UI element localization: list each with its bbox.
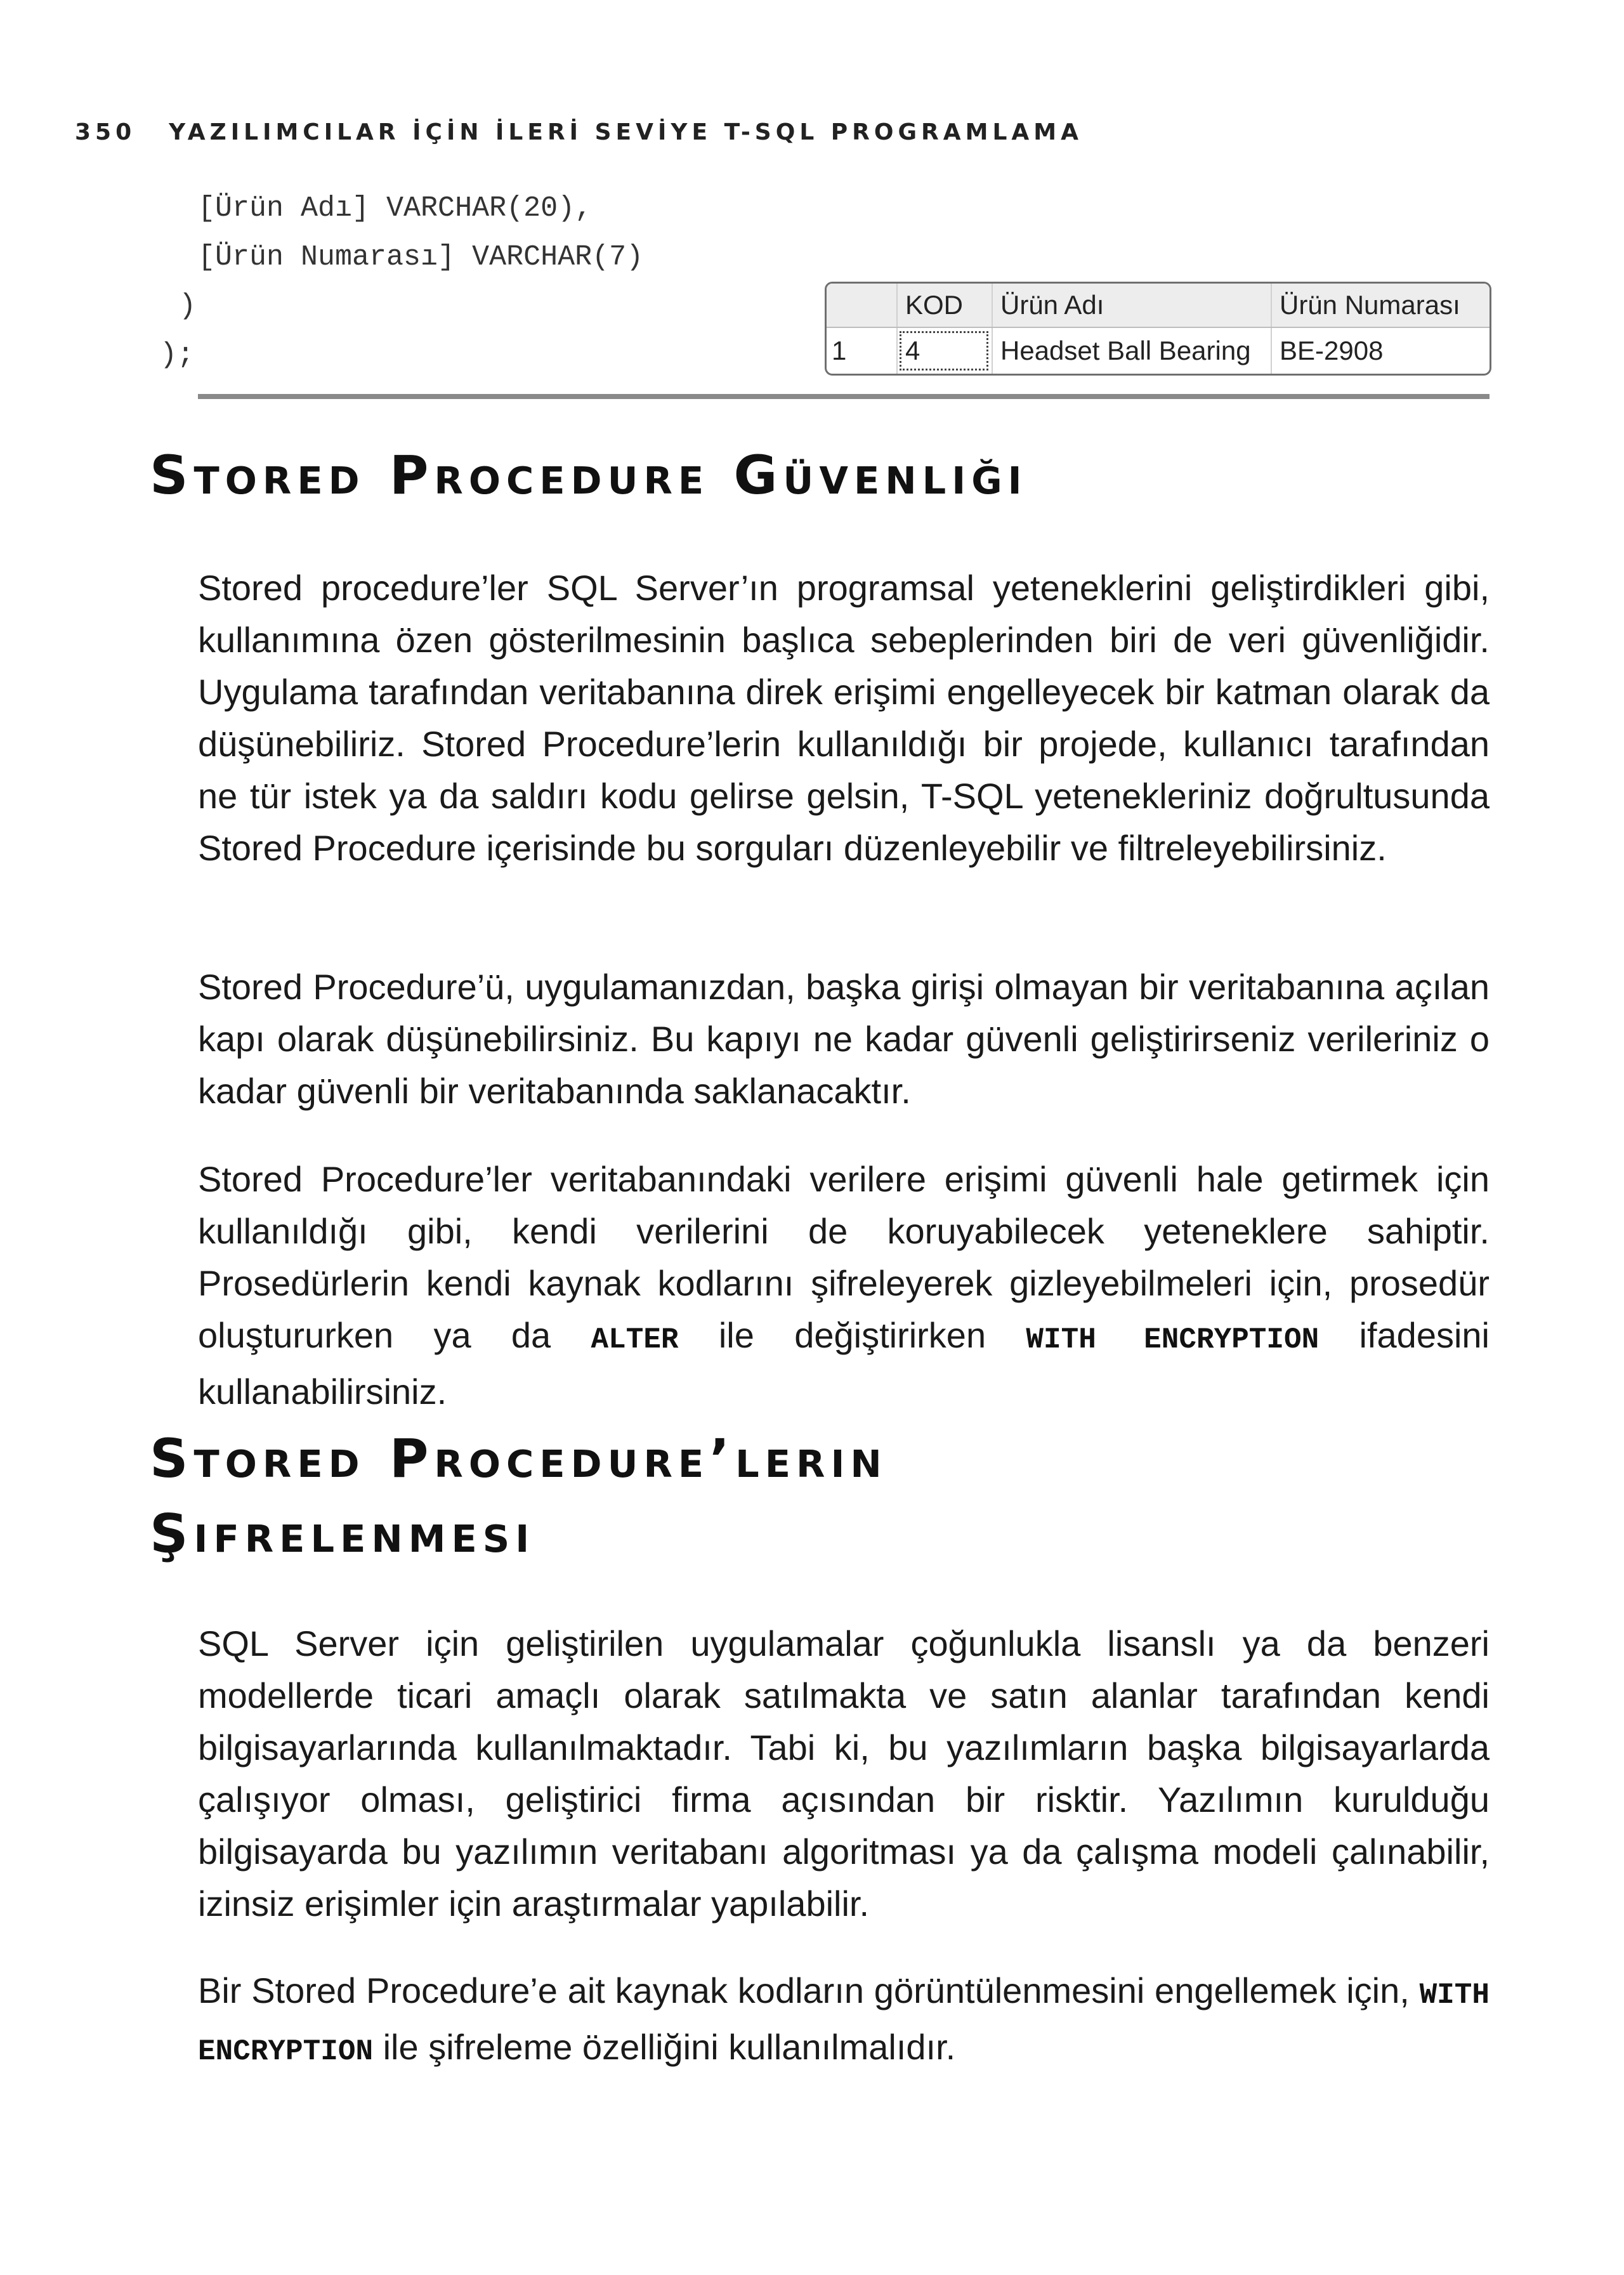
keyword-alter: ALTER bbox=[591, 1323, 679, 1356]
grid-header-urun-numarasi: Ürün Numarası bbox=[1271, 284, 1490, 327]
grid-cell-urun-numarasi: BE-2908 bbox=[1271, 328, 1490, 374]
grid-cell-rownum: 1 bbox=[832, 336, 847, 365]
grid-header-rownum bbox=[827, 284, 896, 327]
paragraph bbox=[198, 1965, 1490, 2078]
code-line: [Ürün Adı] VARCHAR(20), bbox=[198, 192, 593, 225]
grid-cell-kod: 4 bbox=[896, 328, 992, 374]
keyword-with-encryption: WITH ENCRYPTION bbox=[198, 1979, 1490, 2068]
code-line: ) bbox=[179, 290, 197, 322]
paragraph-text: ile şifreleme özelliğini kullanılmalıdır. bbox=[383, 2027, 956, 2067]
paragraph-text: ifadesini kullanabilirsiniz. bbox=[198, 1315, 1490, 1412]
page-number: 350 bbox=[75, 119, 136, 145]
running-head bbox=[75, 119, 1083, 145]
grid-header-urun-adi: Ürün Adı bbox=[992, 284, 1271, 327]
grid-data-row bbox=[827, 328, 1490, 374]
section-heading-sifreleme-line2: Şifrelenmesi bbox=[150, 1502, 535, 1564]
grid-header-kod: KOD bbox=[896, 284, 992, 327]
keyword-with-encryption: WITH ENCRYPTION bbox=[1026, 1323, 1320, 1356]
section-heading-sifreleme-line1: Stored Procedure’lerin bbox=[150, 1427, 887, 1490]
paragraph bbox=[198, 1153, 1490, 1418]
grid-header-row bbox=[827, 284, 1490, 328]
running-head-title: YAZILIMCILAR İÇİN İLERİ SEVİYE T-SQL PROGRAMLAMA bbox=[169, 119, 1083, 145]
code-line: [Ürün Numarası] VARCHAR(7) bbox=[198, 241, 644, 273]
code-line: ); bbox=[160, 339, 195, 371]
section-heading-guvenlik: Stored Procedure Güvenliği bbox=[150, 444, 1028, 506]
paragraph-text: Bir Stored Procedure’e ait kaynak kodların görüntülenmesini engellemek için, bbox=[198, 1970, 1410, 2010]
paragraph-text: ile değiştirirken bbox=[718, 1315, 986, 1355]
paragraph: Stored procedure’ler SQL Server’ın programsal yeteneklerini geliştirdikleri gibi, kullanımına özen gösterilmesinin başlıca sebeplerinden biri de veri güvenliğidir. Uygulama tarafından veritabanına direk erişimi engelleyecek bir katman olarak da düşünebiliriz. Stored Procedure’lerin kullanıldığı bir projede, kullanıcı tarafından ne tür istek ya da saldırı kodu gelirse gelsin, T-SQL yetenekleriniz doğrultusunda Stored Procedure içerisinde bu sorguları düzenleyebilir ve filtreleyebilirsiniz. bbox=[198, 568, 1490, 868]
code-block bbox=[160, 184, 644, 379]
paragraph-text: Stored Procedure’ler veritabanındaki verilere erişimi güvenli hale getirmek için kullanıldığı gibi, kendi verilerini de koruyabilecek yeteneklere sahiptir. Prosedürlerin kendi kaynak kodlarını şifreleyerek gizleyebilmeleri için, prosedür oluştururken ya da bbox=[198, 1159, 1490, 1355]
paragraph: Stored Procedure’ü, uygulamanızdan, başka girişi olmayan bir veritabanına açılan kapı olarak düşünebilirsiniz. Bu kapıyı ne kadar güvenli geliştirirseniz verileriniz o kadar güvenli bir veritabanında saklanacaktır. bbox=[198, 967, 1490, 1111]
query-result-grid bbox=[825, 282, 1491, 376]
paragraph: SQL Server için geliştirilen uygulamalar çoğunlukla lisanslı ya da benzeri modellerde ticari amaçlı olarak satılmakta ve satın alanlar tarafından kendi bilgisayarlarında kullanılmaktadır. Tabi ki, bu yazılımların başka bilgisayarlarda çalışıyor olması, geliştirici firma açısından bir risktir. Yazılımın kurulduğu bilgisayarda bu yazılımın veritabanı algoritması ya da çalışma modeli çalınabilir, izinsiz erişimler için araştırmalar yapılabilir. bbox=[198, 1623, 1490, 1924]
horizontal-rule bbox=[198, 394, 1490, 399]
grid-cell-urun-adi: Headset Ball Bearing bbox=[992, 328, 1271, 374]
